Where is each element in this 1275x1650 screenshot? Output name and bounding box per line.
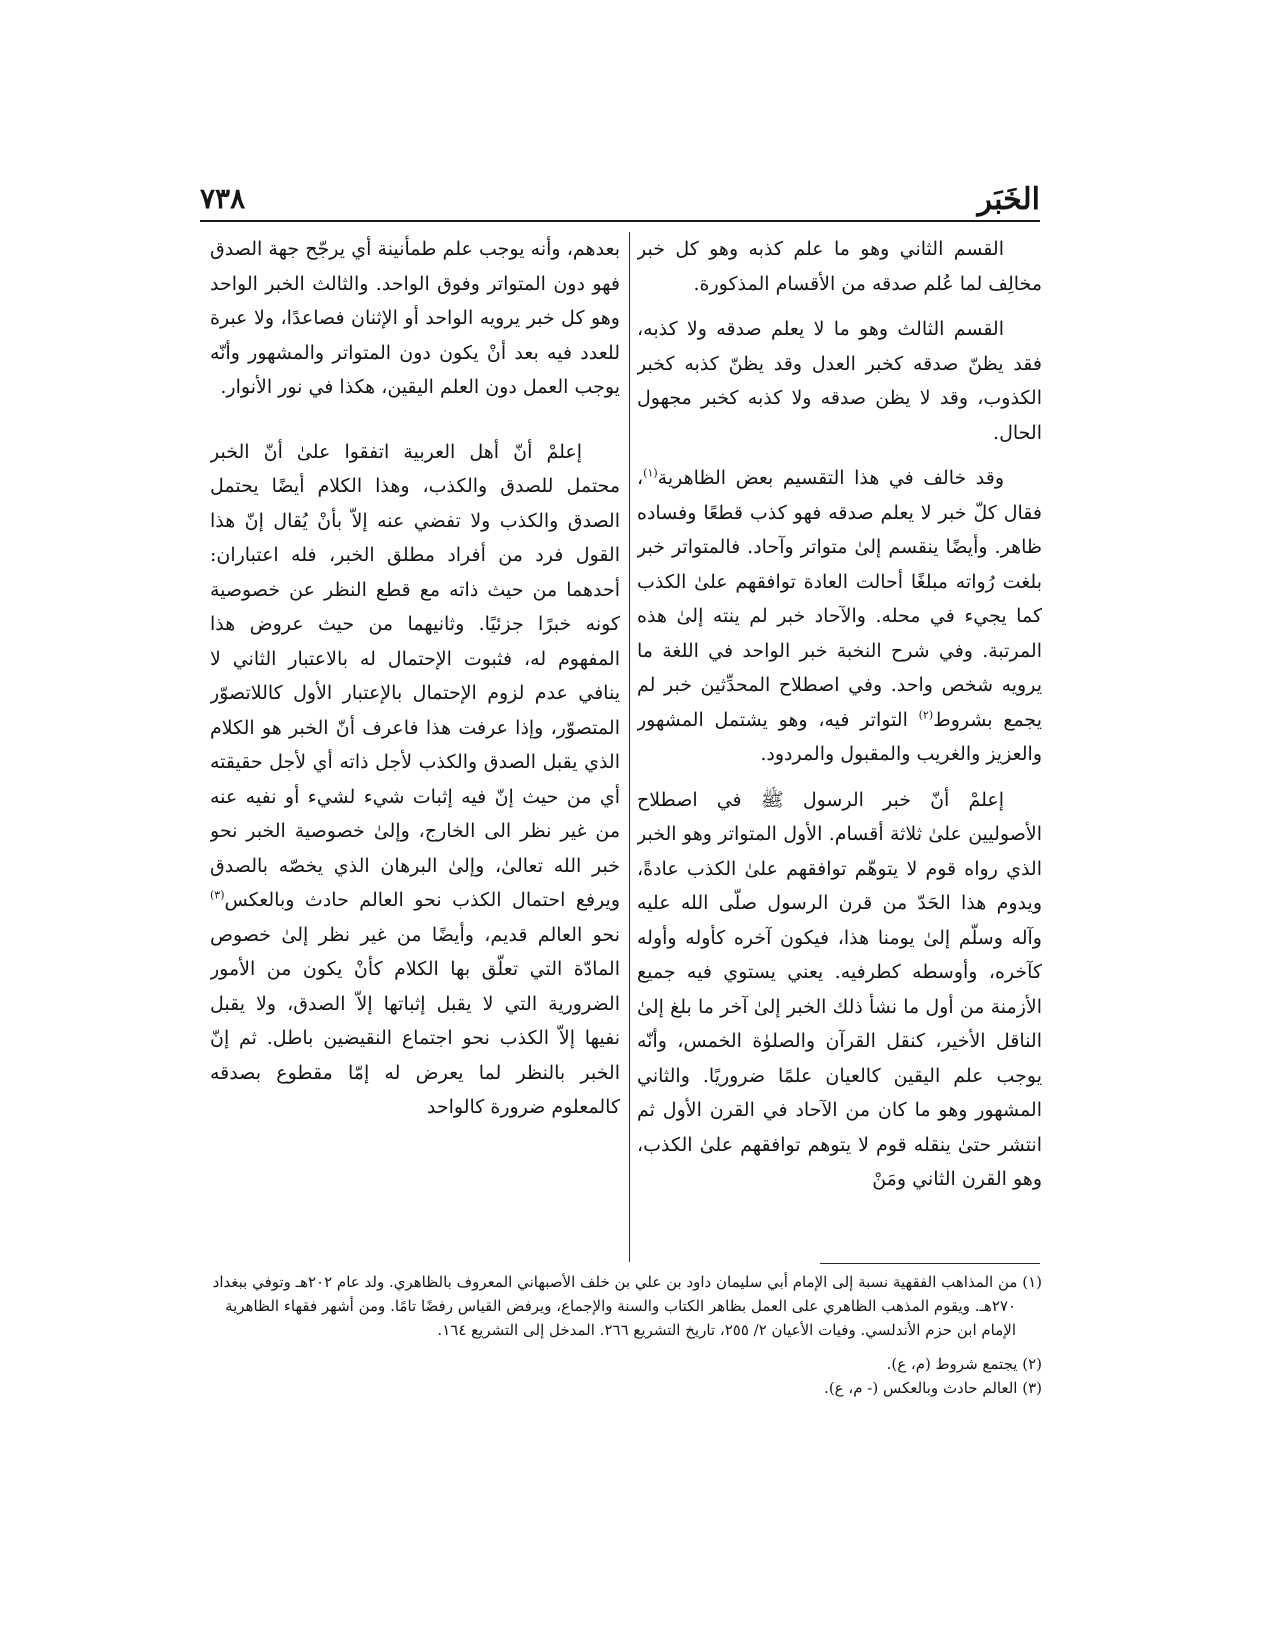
paragraph-text: نحو العالم قديم، وأيضًا من غير نظر إلىٰ خصوص المادّة التي تعلّق بها الكلام كأنْ يكون من الأمور الضرورية التي لا يقبل إثباتها إلاّ الصدق، ولا يقبل نفيها إلاّ الكذب نحو اجتماع النقيضين باطل. ثم إنّ الخبر بالنظر لما يعرض له إمّا مقطوع بصدقه كالمعلوم ضرورة كالواحد: [210, 923, 620, 1118]
paragraph: القسم الثالث وهو ما لا يعلم صدقه ولا كذبه، فقد يظنّ صدقه كخبر العدل وقد يظنّ كذبه كخبر الكذوب، وقد لا يظن صدقه ولا كذبه كخبر مجهول الحال.: [637, 318, 1042, 444]
paragraph-text: التواتر فيه، وهو يشتمل المشهور والعزيز والغريب والمقبول والمردود.: [637, 708, 1042, 765]
page-number: ٧٣٨: [200, 182, 246, 215]
page-header: [200, 180, 1040, 222]
column-divider: [629, 232, 630, 1262]
footnote-marker: (١): [643, 466, 658, 480]
footnote: (١) من المذاهب الفقهية نسبة إلى الإمام أبي سليمان داود بن علي بن خلف الأصبهاني المعروف بالظاهري. ولد عام ٢٠٢هـ وتوفي ببغداد ٢٧٠هـ. ويقوم المذهب الظاهري على العمل بظاهر الكتاب والسنة والإجماع، ويرفض القياس رفضًا تامًا. ومن أشهر فقهاء الظاهرية الإمام ابن حزم الأندلسي. وفيات الأعيان ٢/ ٢٥٥، تاريخ التشريع ٢٦٦. المدخل إلى التشريع ١٦٤.: [212, 1273, 1042, 1339]
paragraph: [210, 435, 620, 1125]
footnote: (٢) يجتمع شروط (م، ع).: [886, 1355, 1042, 1373]
right-column: [637, 232, 1042, 1262]
footnote-marker: (٣): [210, 888, 225, 902]
footnote-marker: (٢): [918, 708, 934, 722]
paragraph-text: إعلمْ أنّ أهل العربية اتفقوا علىٰ أنّ الخبر محتمل للصدق والكذب، وهذا الكلام أيضًا يحتمل الصدق والكذب ولا تفضي عنه إلاّ بأنْ يُقال إنّ هذا القول فرد من أفراد مطلق الخبر، فله اعتباران: أحدهما من حيث ذاته مع قطع النظر عن خصوصية كونه خبرًا جزئيًا. وثانيهما من حيث عروض هذا المفهوم له، فثبوت الإحتمال له بالاعتبار الثاني لا ينافي عدم لزوم الإحتمال بالإعتبار الأول كاللاتصوّر المتصوّر، وإذا عرفت هذا فاعرف أنّ الخبر هو الكلام الذي يقبل الصدق والكذب لأجل ذاته أي لأجل حقيقته أي من حيث إنّ فيه إثبات شيء لشيء أو نفيه عنه من غير نظر الى الخارج، وإلىٰ خصوصية الخبر نحو خبر الله تعالىٰ، وإلىٰ البرهان الذي يخصّه بالصدق ويرفع احتمال الكذب نحو العالم حادث وبالعكس: [210, 440, 620, 911]
paragraph-text: وقد خالف في هذا التقسيم بعض الظاهرية: [657, 467, 1004, 489]
paragraph: [637, 461, 1042, 772]
footnote: (٣) العالم حادث وبالعكس (- م، ع).: [824, 1379, 1042, 1397]
left-column: [210, 232, 620, 1262]
footnotes: [212, 1270, 1042, 1400]
paragraph: إعلمْ أنّ خبر الرسول ﷺ في اصطلاح الأصوليين علىٰ ثلاثة أقسام. الأول المتواتر وهو الخبر الذي رواه قوم لا يتوهّم توافقهم علىٰ الكذب عادةً، ويدوم هذا الحَدّ من قرن الرسول صلّى الله عليه وآله وسلّم إلىٰ يومنا هذا، فيكون آخره كأوله وأوله كآخره، وأوسطه كطرفيه. يعني يستوي فيه جميع الأزمنة من أول ما نشأ ذلك الخبر إلىٰ آخر ما بلغ إلىٰ الناقل الأخير، كنقل القرآن والصلوٰة الخمس، وأنّه يوجب علم اليقين كالعيان علمًا ضروريًا. والثاني المشهور وهو ما كان من الآحاد في القرن الأول ثم انتشر حتىٰ ينقله قوم لا يتوهم توافقهم علىٰ الكذب، وهو القرن الثاني ومَنْ: [637, 788, 1042, 1190]
footnote-divider: [820, 1263, 1040, 1264]
paragraph: القسم الثاني وهو ما علم كذبه وهو كل خبر مخالِف لما عُلم صدقه من الأقسام المذكورة.: [637, 238, 1042, 295]
paragraph: بعدهم، وأنه يوجب علم طمأنينة أي يرجّح جهة الصدق فهو دون المتواتر وفوق الواحد. والثالث الخبر الواحد وهو كل خبر يرويه الواحد أو الإثنان فصاعدًا، ولا عبرة للعدد فيه بعد أنْ يكون دون المتواتر والمشهور وأنّه يوجب العمل دون العلم اليقين، هكذا في نور الأنوار.: [210, 238, 620, 398]
running-title: الخَبَر: [977, 182, 1040, 217]
paragraph-text: ، فقال كلّ خبر لا يعلم صدقه فهو كذب قطعًا وفساده ظاهر. وأيضًا ينقسم إلىٰ متواتر وآحاد. فالمتواتر خبر بلغت رُواته مبلغًا أحالت العادة توافقهم علىٰ الكذب كما يجيء في محله. والآحاد خبر لم ينته إلىٰ هذه المرتبة. وفي شرح النخبة خبر الواحد في اللغة ما يرويه شخص واحد. وفي اصطلاح المحدِّثين خبر لم يجمع بشروط: [637, 467, 1042, 731]
